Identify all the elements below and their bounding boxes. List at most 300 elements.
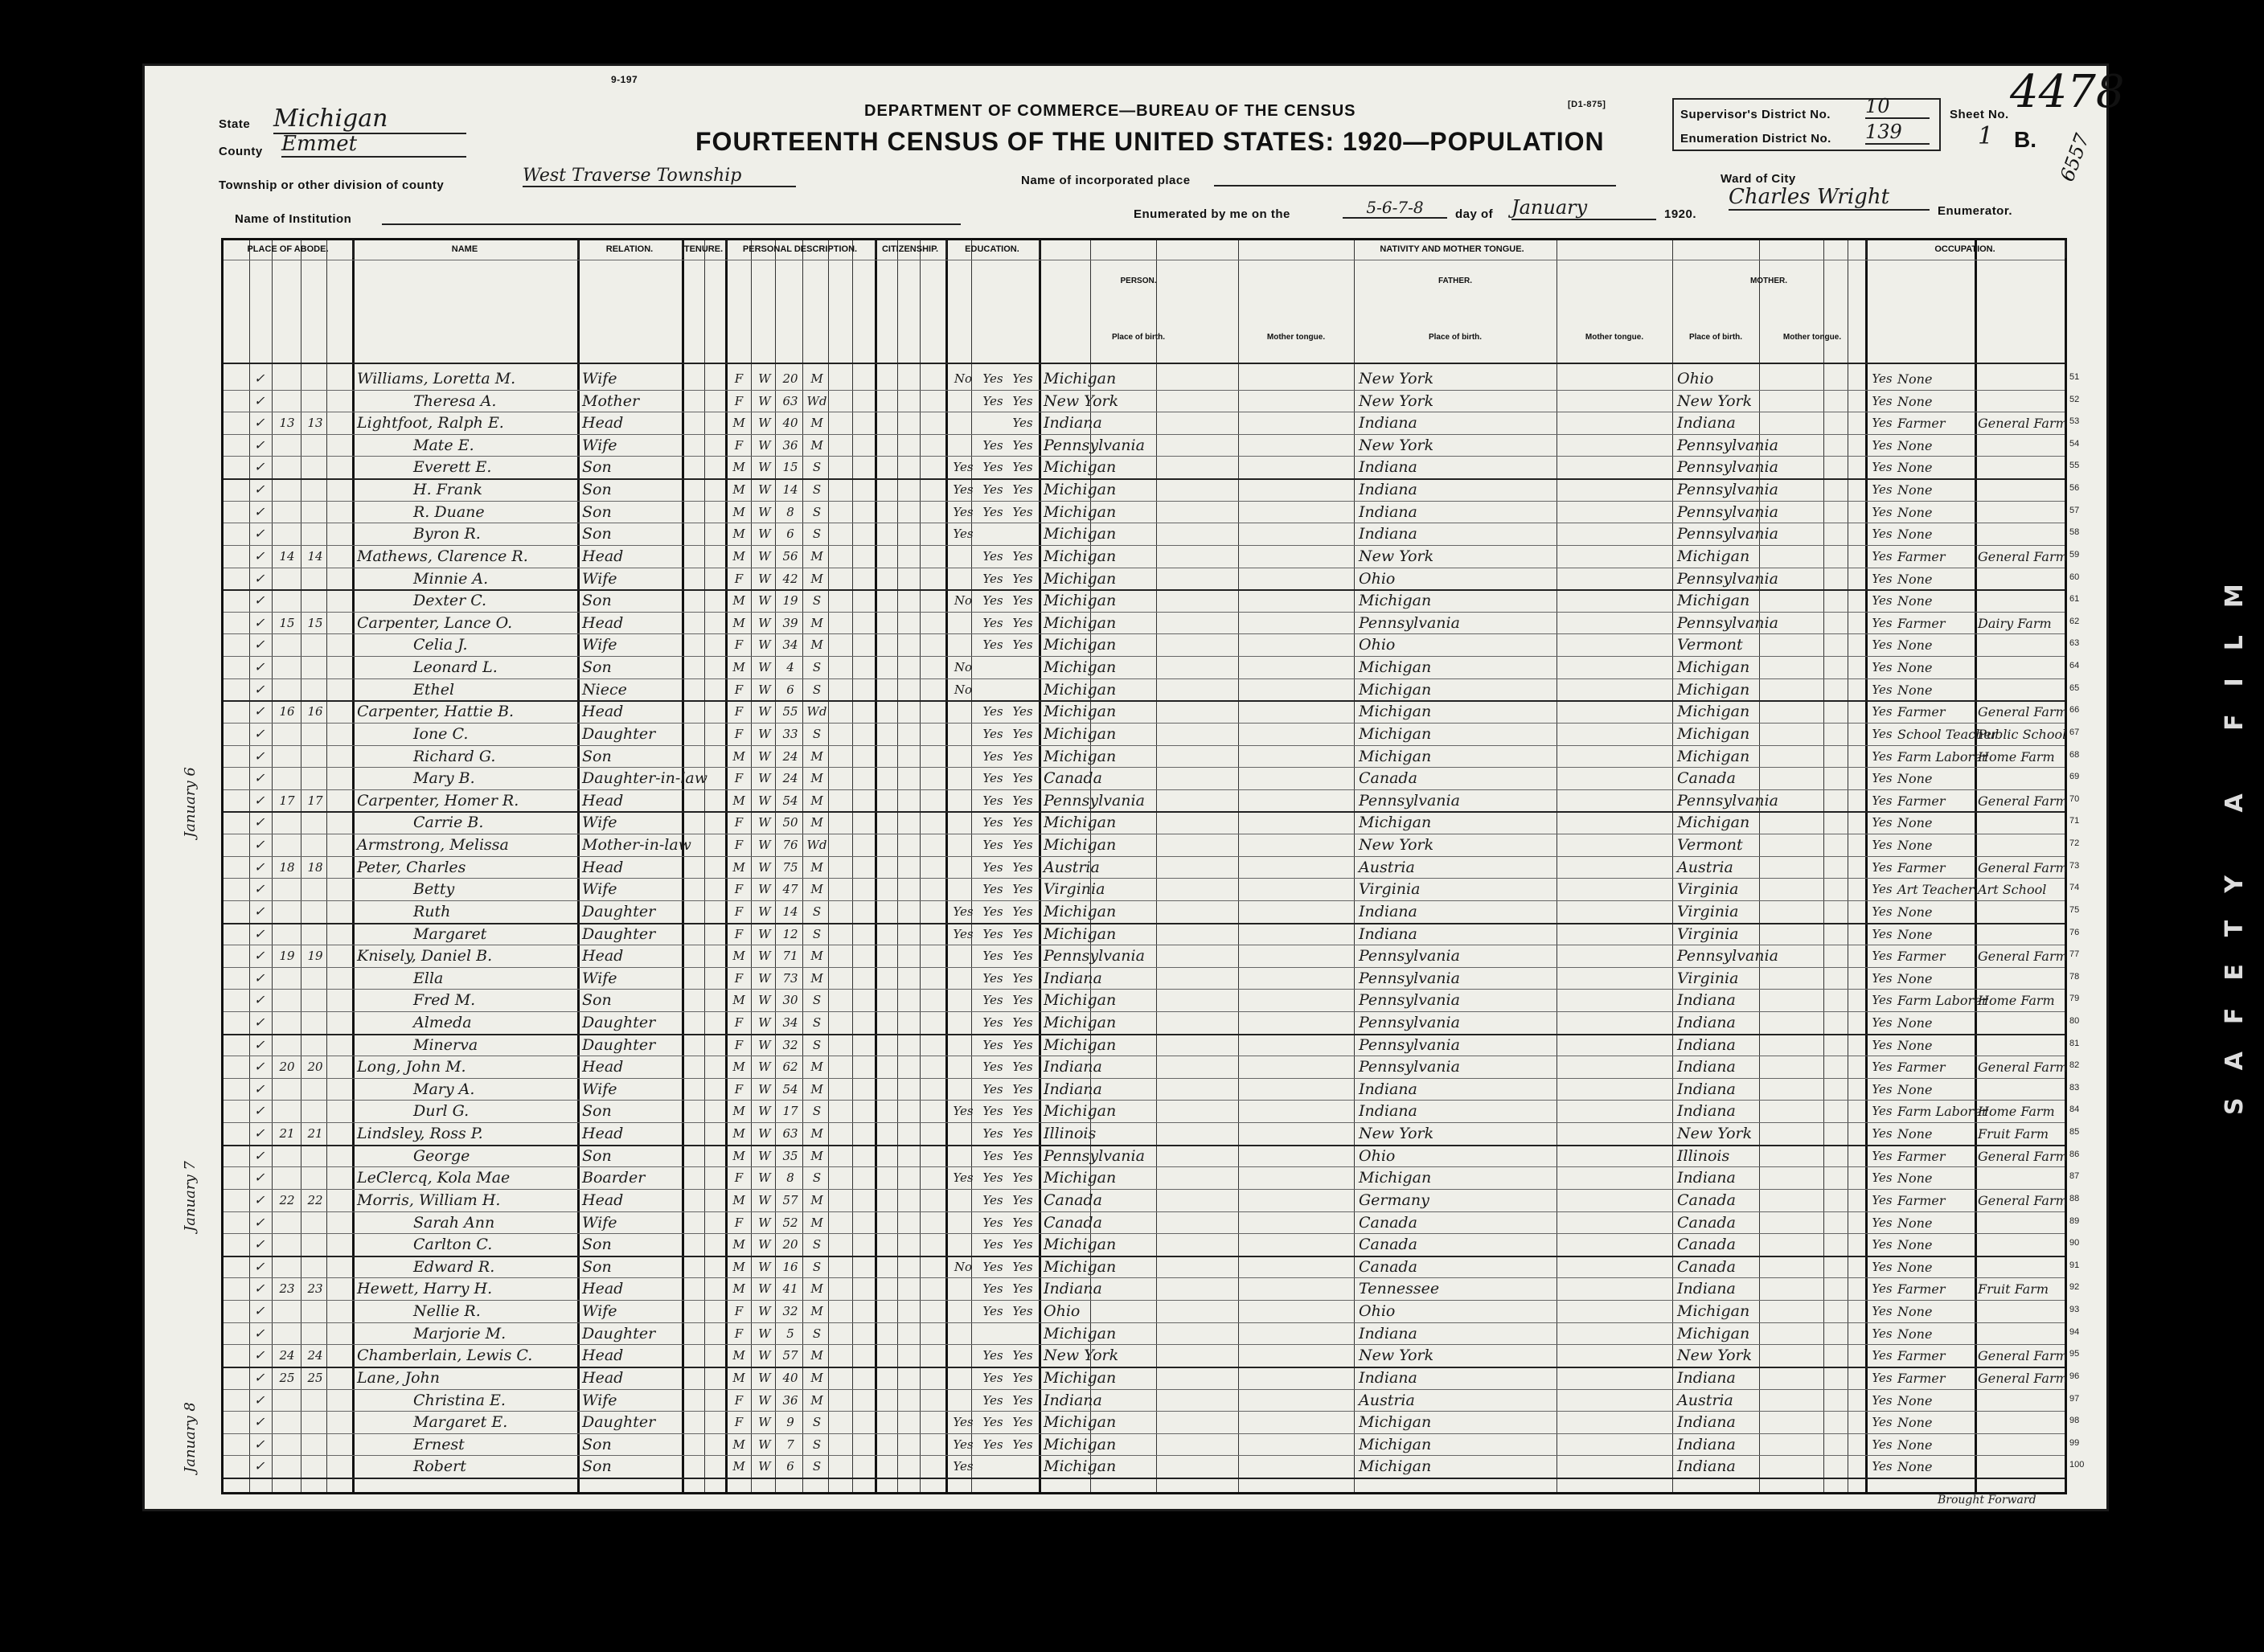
- cell-mpob: Canada: [1677, 1191, 1736, 1209]
- cell-ind: General Farm: [1978, 1192, 2068, 1208]
- cell-sex: M: [732, 1281, 745, 1297]
- margin-date-1: January 6: [182, 767, 199, 838]
- cell-fpob: Canada: [1359, 769, 1417, 788]
- cell-eng: Yes: [1872, 970, 1893, 986]
- cell-age: 76: [782, 838, 798, 853]
- cell-ms: M: [810, 437, 823, 453]
- line-number: 81: [2069, 1038, 2080, 1048]
- cell-ind: [1978, 635, 2061, 656]
- cell-name: Byron R.: [413, 525, 481, 543]
- line-number: 72: [2069, 838, 2080, 849]
- cell-rel: Head: [582, 947, 624, 965]
- row-rule: [224, 1166, 2065, 1167]
- form-id: [D1-875]: [1568, 100, 1606, 109]
- cell-age: 32: [782, 1304, 798, 1319]
- cell-ind: [1978, 1168, 2061, 1189]
- cell-pob: Michigan: [1044, 1435, 1117, 1453]
- check-mark: ✓: [254, 1014, 265, 1030]
- check-mark: ✓: [254, 725, 265, 741]
- cell-age: 39: [782, 615, 798, 630]
- institution-line: [382, 223, 961, 225]
- cell-age: 4: [786, 660, 794, 675]
- cell-sch: [949, 946, 978, 967]
- cell-fpob: New York: [1359, 547, 1434, 565]
- cell-occ: None: [1897, 637, 1933, 654]
- cell-sex: F: [734, 904, 744, 919]
- check-mark: ✓: [254, 1059, 265, 1075]
- cell-occ: None: [1897, 682, 1933, 698]
- cell-fpob: Pennsylvania: [1359, 1058, 1460, 1076]
- cell-rel: Daughter: [582, 724, 656, 743]
- cell-name: Ethel: [413, 680, 455, 699]
- cell-rd: Yes: [982, 748, 1003, 764]
- cell-mpob: Indiana: [1677, 1058, 1736, 1076]
- cell-sch: No: [954, 371, 973, 386]
- cell-wr: Yes: [1012, 371, 1033, 386]
- cell-ms: M: [810, 1126, 823, 1142]
- cell-mpob: Michigan: [1677, 547, 1750, 565]
- check-mark: ✓: [254, 1369, 265, 1385]
- cell-fam: [304, 769, 326, 789]
- township-value: West Traverse Township: [523, 166, 796, 187]
- cell-fam: [304, 1013, 326, 1034]
- cell-mpob: Virginia: [1677, 969, 1739, 987]
- cell-ms: M: [810, 1148, 823, 1163]
- census-table: [221, 238, 2085, 1494]
- cell-fam: [304, 436, 326, 457]
- column-rule: [682, 240, 684, 1492]
- cell-ind: [1978, 969, 2061, 990]
- cell-rd: Yes: [982, 904, 1003, 919]
- cell-occ: Farm Laborer: [1897, 748, 1988, 765]
- cell-pob: Indiana: [1044, 414, 1102, 432]
- row-rule: [224, 767, 2065, 768]
- cell-sex: F: [734, 1015, 744, 1030]
- cell-occ: None: [1897, 1326, 1933, 1342]
- check-mark: ✓: [254, 1103, 265, 1119]
- cell-mpob: Vermont: [1677, 636, 1743, 654]
- cell-age: 75: [782, 859, 798, 875]
- cell-ms: S: [812, 1037, 822, 1052]
- cell-dw: [276, 990, 298, 1011]
- cell-wr: [1008, 1324, 1037, 1345]
- cell-fpob: Michigan: [1359, 1169, 1432, 1187]
- cell-fam: [304, 569, 326, 590]
- cell-occ: None: [1897, 1459, 1933, 1475]
- cell-fpob: Michigan: [1359, 1457, 1432, 1476]
- cell-eng: Yes: [1872, 1015, 1893, 1030]
- cell-pob: Michigan: [1044, 836, 1117, 855]
- check-mark: ✓: [254, 415, 265, 431]
- cell-sch: [949, 413, 978, 434]
- cell-occ: None: [1897, 1126, 1933, 1142]
- cell-pob: Canada: [1044, 1191, 1102, 1209]
- footer-note: Brought Forward: [1938, 1494, 2036, 1506]
- cell-age: 24: [782, 748, 798, 764]
- cell-dw: [276, 591, 298, 612]
- day-of-label: day of: [1455, 207, 1494, 221]
- cell-name: Betty: [413, 880, 455, 899]
- cell-ms: S: [812, 1104, 822, 1119]
- cell-eng: Yes: [1872, 704, 1893, 719]
- cell-sex: M: [732, 504, 745, 519]
- line-number: 62: [2069, 616, 2080, 626]
- cell-ind: General Farm: [1978, 859, 2068, 875]
- cell-name: Mary A.: [413, 1080, 475, 1098]
- cell-pob: Michigan: [1044, 502, 1117, 521]
- cell-ind: General Farm: [1978, 793, 2068, 809]
- cell-rel: Wife: [582, 636, 617, 654]
- cell-wr: Yes: [1012, 882, 1033, 897]
- cell-name: Morris, William H.: [357, 1191, 501, 1209]
- cell-occ: None: [1897, 1237, 1933, 1253]
- cell-ind: Home Farm: [1978, 1104, 2055, 1120]
- cell-pob: Michigan: [1044, 658, 1117, 677]
- cell-rel: Wife: [582, 1302, 617, 1321]
- cell-mpob: Indiana: [1677, 1080, 1736, 1098]
- cell-race: W: [758, 1015, 771, 1030]
- cell-wr: Yes: [1012, 1015, 1033, 1030]
- cell-sch: [949, 569, 978, 590]
- cell-age: 9: [786, 1415, 794, 1430]
- county-value: Emmet: [281, 132, 466, 158]
- cell-occ: School Teacher: [1897, 726, 1998, 742]
- check-mark: ✓: [254, 1414, 265, 1430]
- cell-sex: F: [734, 1392, 744, 1408]
- line-number: 69: [2069, 772, 2080, 782]
- row-rule: [224, 1277, 2065, 1278]
- cell-ind: General Farm: [1978, 949, 2068, 965]
- cell-fpob: Michigan: [1359, 680, 1432, 699]
- cell-rel: Wife: [582, 1213, 617, 1232]
- cell-dw: 17: [279, 793, 295, 808]
- cell-sex: F: [734, 571, 744, 586]
- cell-sch: No: [954, 593, 973, 609]
- cell-eng: Yes: [1872, 882, 1893, 897]
- cell-occ: None: [1897, 393, 1933, 409]
- cell-rel: Boarder: [582, 1169, 646, 1187]
- supervisor-value: 10: [1865, 95, 1930, 119]
- cell-race: W: [758, 1459, 771, 1474]
- cell-ms: S: [812, 1237, 822, 1252]
- cell-dw: [276, 1213, 298, 1234]
- cell-rel: Son: [582, 502, 612, 521]
- cell-ms: S: [812, 593, 822, 609]
- cell-rel: Wife: [582, 370, 617, 387]
- cell-mpob: Austria: [1677, 858, 1733, 876]
- cell-age: 36: [782, 1392, 798, 1408]
- cell-rd: Yes: [982, 1148, 1003, 1163]
- column-rule: [775, 240, 776, 1492]
- cell-age: 63: [782, 393, 798, 408]
- check-mark: ✓: [254, 1214, 265, 1230]
- cell-occ: None: [1897, 815, 1933, 831]
- cell-sch: [949, 1057, 978, 1078]
- cell-fam: [304, 591, 326, 612]
- cell-pob: Michigan: [1044, 724, 1117, 743]
- cell-race: W: [758, 371, 771, 386]
- cell-mpob: Austria: [1677, 1391, 1733, 1409]
- cell-dw: 16: [279, 704, 295, 719]
- cell-fpob: Ohio: [1359, 569, 1396, 588]
- cell-age: 56: [782, 548, 798, 564]
- cell-rd: Yes: [982, 1237, 1003, 1252]
- cell-fam: 25: [307, 1370, 323, 1385]
- cell-sch: [949, 436, 978, 457]
- cell-occ: None: [1897, 482, 1933, 498]
- check-mark: ✓: [254, 703, 265, 719]
- cell-name: Carlton C.: [413, 1236, 493, 1254]
- check-mark: ✓: [254, 770, 265, 786]
- column-rule: [272, 240, 273, 1492]
- cell-ms: M: [810, 1281, 823, 1297]
- cell-mpob: New York: [1677, 1125, 1753, 1143]
- cell-pob: Pennsylvania: [1044, 436, 1145, 454]
- row-rule: [224, 456, 2065, 457]
- cell-wr: [1008, 1457, 1037, 1478]
- cell-wr: Yes: [1012, 548, 1033, 564]
- check-mark: ✓: [254, 1303, 265, 1319]
- cell-occ: None: [1897, 1304, 1933, 1320]
- cell-mpob: Virginia: [1677, 902, 1739, 920]
- cell-pob: Indiana: [1044, 1058, 1102, 1076]
- cell-ms: M: [810, 1081, 823, 1097]
- cell-sch: Yes: [953, 504, 974, 519]
- cell-rel: Daughter: [582, 1324, 656, 1343]
- cell-name: Marjorie M.: [413, 1324, 507, 1343]
- cell-sch: [949, 1368, 978, 1389]
- cell-wr: [1008, 524, 1037, 545]
- row-rule: [224, 633, 2065, 634]
- cell-fam: [304, 1412, 326, 1433]
- cell-age: 20: [782, 1237, 798, 1252]
- cell-eng: Yes: [1872, 815, 1893, 830]
- cell-dw: [276, 1146, 298, 1167]
- row-rule: [224, 878, 2065, 879]
- cell-fam: [304, 635, 326, 656]
- cell-rd: [979, 1324, 1007, 1345]
- cell-wr: Yes: [1012, 1281, 1033, 1297]
- check-mark: ✓: [254, 1347, 265, 1363]
- cell-name: Everett E.: [413, 458, 492, 477]
- nativity-subheader: Mother tongue.: [1782, 333, 1842, 342]
- cell-age: 14: [782, 482, 798, 498]
- cell-sex: F: [734, 926, 744, 941]
- cell-race: W: [758, 416, 771, 431]
- cell-rd: Yes: [982, 1348, 1003, 1363]
- cell-race: W: [758, 504, 771, 519]
- cell-sex: M: [732, 660, 745, 675]
- line-number: 98: [2069, 1416, 2080, 1426]
- cell-ms: S: [812, 1015, 822, 1030]
- cell-ms: M: [810, 815, 823, 830]
- cell-sch: [949, 1013, 978, 1034]
- cell-race: W: [758, 682, 771, 697]
- cell-race: W: [758, 904, 771, 919]
- line-number: 85: [2069, 1127, 2080, 1138]
- cell-sch: [949, 747, 978, 768]
- cell-rel: Head: [582, 1191, 624, 1209]
- cell-ind: [1978, 835, 2061, 856]
- cell-wr: Yes: [1012, 926, 1033, 941]
- cell-rd: Yes: [982, 926, 1003, 941]
- line-number: 97: [2069, 1393, 2080, 1404]
- column-rule: [1975, 240, 1977, 1492]
- cell-pob: Michigan: [1044, 613, 1117, 632]
- cell-fam: [304, 969, 326, 990]
- cell-ms: S: [812, 993, 822, 1008]
- cell-name: George: [413, 1146, 470, 1165]
- column-group-header: NATIVITY AND MOTHER TONGUE.: [1039, 240, 1867, 258]
- line-number: 78: [2069, 971, 2080, 982]
- cell-fam: [304, 902, 326, 923]
- supervisor-label: Supervisor's District No.: [1680, 108, 1831, 121]
- cell-pob: Michigan: [1044, 680, 1117, 699]
- cell-eng: Yes: [1872, 1037, 1893, 1052]
- cell-fpob: Pennsylvania: [1359, 1035, 1460, 1054]
- cell-pob: Michigan: [1044, 458, 1117, 477]
- cell-mpob: Indiana: [1677, 1280, 1736, 1298]
- cell-rel: Son: [582, 658, 612, 677]
- cell-rd: [979, 1457, 1007, 1478]
- cell-ms: Wd: [806, 393, 827, 408]
- cell-occ: None: [1897, 771, 1933, 787]
- cell-eng: Yes: [1872, 748, 1893, 764]
- state-label: State: [219, 117, 251, 131]
- column-rule: [1556, 240, 1557, 1492]
- cell-pob: Michigan: [1044, 1324, 1117, 1343]
- cell-age: 16: [782, 1259, 798, 1274]
- cell-fam: [304, 1146, 326, 1167]
- cell-name: Fred M.: [413, 991, 476, 1010]
- cell-ind: [1978, 480, 2061, 501]
- cell-name: Carpenter, Hattie B.: [357, 703, 515, 721]
- cell-race: W: [758, 993, 771, 1008]
- cell-name: Williams, Loretta M.: [357, 370, 516, 387]
- cell-rd: Yes: [982, 1281, 1003, 1297]
- institution-label: Name of Institution: [235, 212, 352, 226]
- cell-sch: Yes: [953, 460, 974, 475]
- cell-sex: M: [732, 460, 745, 475]
- cell-mpob: Canada: [1677, 1236, 1736, 1254]
- cell-age: 50: [782, 815, 798, 830]
- cell-mpob: Michigan: [1677, 724, 1750, 743]
- check-mark: ✓: [254, 1436, 265, 1452]
- cell-fam: [304, 924, 326, 945]
- row-rule: [224, 989, 2065, 990]
- cell-pob: Michigan: [1044, 1457, 1117, 1476]
- cell-race: W: [758, 949, 771, 964]
- cell-dw: 25: [279, 1370, 295, 1385]
- cell-sch: Yes: [953, 1104, 974, 1119]
- cell-sch: [949, 1235, 978, 1256]
- cell-sch: Yes: [953, 926, 974, 941]
- check-mark: ✓: [254, 792, 265, 808]
- cell-rel: Son: [582, 592, 612, 610]
- check-mark: ✓: [254, 659, 265, 675]
- check-mark: ✓: [254, 482, 265, 498]
- cell-name: Mary B.: [413, 769, 475, 788]
- cell-rd: Yes: [982, 1126, 1003, 1142]
- cell-pob: Michigan: [1044, 703, 1117, 721]
- row-rule: [224, 1478, 2065, 1479]
- cell-fpob: Indiana: [1359, 414, 1417, 432]
- check-mark: ✓: [254, 1036, 265, 1052]
- township-label: Township or other division of county: [219, 178, 445, 192]
- cell-sch: [949, 769, 978, 789]
- cell-ms: M: [810, 882, 823, 897]
- cell-ind: General Farm: [1978, 416, 2068, 432]
- cell-dw: [276, 879, 298, 900]
- county-label: County: [219, 145, 263, 158]
- cell-rd: Yes: [982, 859, 1003, 875]
- cell-age: 54: [782, 793, 798, 808]
- cell-ms: M: [810, 637, 823, 653]
- cell-fam: [304, 524, 326, 545]
- line-number: 90: [2069, 1238, 2080, 1248]
- cell-mpob: Michigan: [1677, 1302, 1750, 1321]
- cell-rd: Yes: [982, 771, 1003, 786]
- cell-mpob: Canada: [1677, 769, 1736, 788]
- cell-occ: None: [1897, 371, 1933, 387]
- cell-eng: Yes: [1872, 993, 1893, 1008]
- cell-ind: [1978, 769, 2061, 789]
- cell-fam: [304, 813, 326, 834]
- cell-sex: F: [734, 437, 744, 453]
- cell-race: W: [758, 1104, 771, 1119]
- cell-name: H. Frank: [413, 481, 482, 499]
- cell-occ: Farmer: [1897, 1060, 1946, 1076]
- cell-name: Lane, John: [357, 1368, 441, 1387]
- nativity-subheader: Mother tongue.: [1266, 333, 1326, 342]
- row-rule: [224, 900, 2065, 901]
- check-mark: ✓: [254, 547, 265, 564]
- cell-mpob: Michigan: [1677, 703, 1750, 721]
- stamp-side-number: 6557: [2055, 130, 2094, 185]
- cell-occ: Farmer: [1897, 1192, 1946, 1208]
- enumerator-label: Enumerator.: [1938, 204, 2013, 218]
- cell-rel: Son: [582, 1102, 612, 1121]
- cell-fpob: Michigan: [1359, 1435, 1432, 1453]
- cell-wr: Yes: [1012, 393, 1033, 408]
- cell-ms: M: [810, 615, 823, 630]
- cell-race: W: [758, 571, 771, 586]
- cell-race: W: [758, 1415, 771, 1430]
- check-mark: ✓: [254, 437, 265, 453]
- cell-eng: Yes: [1872, 838, 1893, 853]
- enumeration-value: 139: [1865, 121, 1930, 145]
- cell-eng: Yes: [1872, 859, 1893, 875]
- cell-name: Durl G.: [413, 1102, 470, 1121]
- cell-dw: 21: [279, 1126, 295, 1142]
- cell-dw: [276, 1035, 298, 1056]
- cell-name: Carpenter, Lance O.: [357, 613, 513, 632]
- cell-mpob: Pennsylvania: [1677, 791, 1778, 810]
- cell-eng: Yes: [1872, 1148, 1893, 1163]
- cell-mpob: Pennsylvania: [1677, 525, 1778, 543]
- cell-race: W: [758, 771, 771, 786]
- cell-mpob: Vermont: [1677, 836, 1743, 855]
- cell-ind: [1978, 369, 2061, 390]
- cell-sex: F: [734, 637, 744, 653]
- check-mark: ✓: [254, 969, 265, 986]
- cell-occ: None: [1897, 1081, 1933, 1097]
- cell-rel: Wife: [582, 569, 617, 588]
- column-rule: [897, 240, 898, 1492]
- cell-rd: Yes: [982, 949, 1003, 964]
- cell-mpob: Indiana: [1677, 414, 1736, 432]
- cell-race: W: [758, 704, 771, 719]
